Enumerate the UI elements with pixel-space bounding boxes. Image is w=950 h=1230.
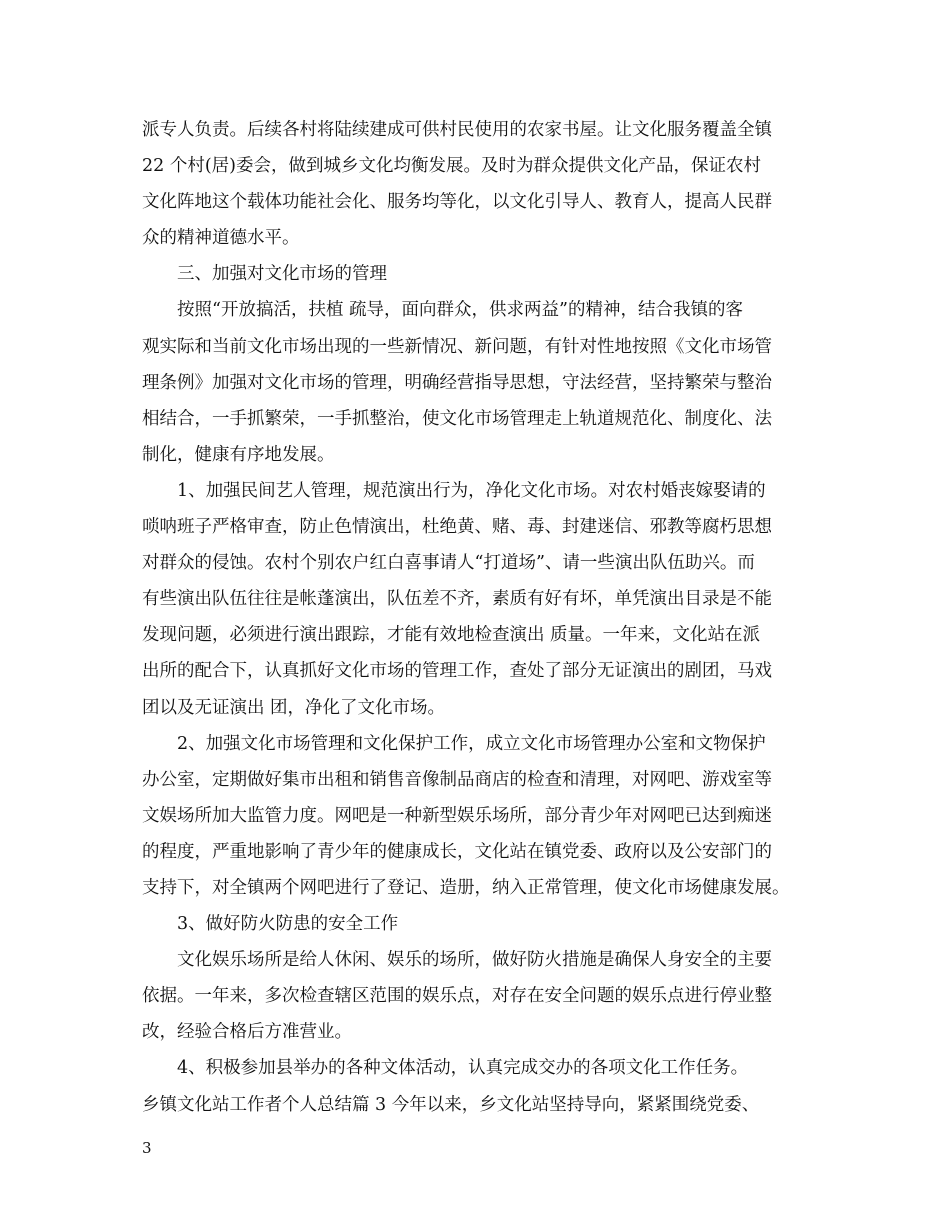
text-line: 依据。一年来，多次检查辖区范围的娱乐点，对存在安全问题的娱乐点进行停业整 (142, 986, 772, 1007)
text-line: 制化，健康有序地发展。 (142, 444, 335, 465)
section-heading: 三、加强对文化市场的管理 (177, 264, 387, 285)
text-line: 的程度，严重地影响了青少年的健康成长，文化站在镇党委、政府以及公安部门的 (142, 841, 772, 862)
text-line: 众的精神道德水平。 (142, 228, 300, 249)
text-line: 文化娱乐场所是给人休闲、娱乐的场所，做好防火措施是确保人身安全的主要 (177, 950, 772, 971)
text-line: 办公室，定期做好集市出租和销售音像制品商店的检查和清理，对网吧、游戏室等 (142, 769, 772, 790)
text-line: 唢呐班子严格审查，防止色情演出，杜绝黄、赌、毒、封建迷信、邪教等腐朽思想 (142, 517, 772, 538)
text-line: 发现问题，必须进行演出跟踪，才能有效地检查演出 质量。一年来，文化站在派 (142, 625, 761, 646)
text-line: 乡镇文化站工作者个人总结篇 3 今年以来，乡文化站坚持导向，紧紧围绕党委、 (142, 1094, 760, 1115)
text-line: 相结合，一手抓繁荣，一手抓整治，使文化市场管理走上轨道规范化、制度化、法 (142, 408, 772, 429)
text-line: 1、加强民间艺人管理，规范演出行为，净化文化市场。对农村婚丧嫁娶请的 (177, 480, 766, 501)
text-line: 有些演出队伍往往是帐蓬演出，队伍差不齐，素质有好有坏，单凭演出目录是不能 (142, 589, 772, 610)
text-line: 改，经验合格后方准营业。 (142, 1022, 352, 1043)
text-line: 按照“开放搞活，扶植 疏导，面向群众，供求两益”的精神，结合我镇的客 (177, 300, 743, 321)
text-line: 对群众的侵蚀。农村个别农户红白喜事请人“打道场”、请一些演出队伍助兴。而 (142, 553, 755, 574)
text-line: 文化阵地这个载体功能社会化、服务均等化，以文化引导人、教育人，提高人民群 (142, 192, 772, 213)
section-heading: 3、做好防火防患的安全工作 (177, 914, 399, 935)
text-line: 22 个村(居)委会，做到城乡文化均衡发展。及时为群众提供文化产品，保证农村 (142, 156, 761, 177)
text-line: 4、积极参加县举办的各种文体活动，认真完成交办的各项文化工作任务。 (177, 1058, 749, 1079)
text-line: 观实际和当前文化市场出现的一些新情况、新问题，有针对性地按照《文化市场管 (142, 336, 772, 357)
document-body (142, 112, 822, 1123)
text-line: 支持下，对全镇两个网吧进行了登记、造册，纳入正常管理，使文化市场健康发展。 (142, 877, 790, 898)
text-line: 团以及无证演出 团，净化了文化市场。 (142, 697, 446, 718)
text-line: 派专人负责。后续各村将陆续建成可供村民使用的农家书屋。让文化服务覆盖全镇 (142, 120, 772, 140)
text-line: 理条例》加强对文化市场的管理，明确经营指导思想，守法经营，坚持繁荣与整治 (142, 372, 772, 393)
text-line: 2、加强文化市场管理和文化保护工作，成立文化市场管理办公室和文物保护 (177, 733, 766, 754)
text-line: 文娱场所加大监管力度。网吧是一种新型娱乐场所，部分青少年对网吧已达到痴迷 (142, 805, 772, 826)
page-number: 3 (142, 1139, 152, 1157)
text-line: 出所的配合下，认真抓好文化市场的管理工作，查处了部分无证演出的剧团，马戏 (142, 661, 772, 682)
